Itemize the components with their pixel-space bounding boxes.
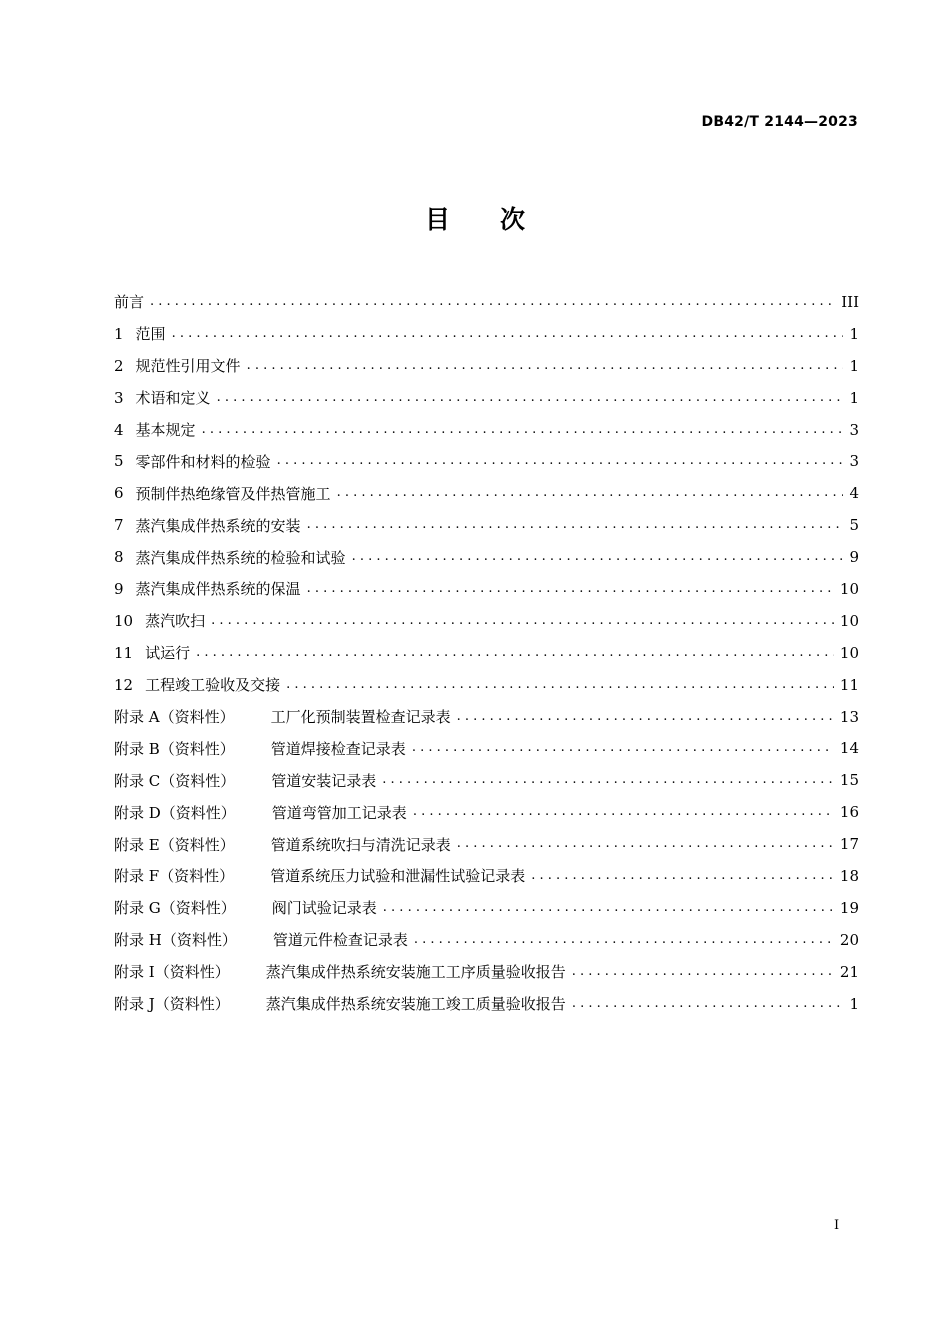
toc-entry-number: 附录 B（资料性） (114, 739, 235, 758)
page-number: I (834, 1218, 840, 1233)
toc-entry-number: 附录 I（资料性） (114, 963, 230, 982)
toc-entry-label: 管道系统压力试验和泄漏性试验记录表 (270, 867, 526, 886)
toc-entry-label: 蒸汽吹扫 (145, 612, 206, 631)
toc-entry-label: 蒸汽集成伴热系统安装施工工序质量验收报告 (265, 963, 566, 982)
toc-entry[interactable] (114, 541, 859, 573)
toc-entry-page: 10 (839, 611, 859, 630)
toc-entry-number: 9 (114, 579, 124, 598)
toc-entry-label: 蒸汽集成伴热系统安装施工竣工质量验收报告 (265, 995, 566, 1014)
toc-entry-number: 附录 A（资料性） (114, 708, 235, 727)
toc-entry-number: 8 (114, 548, 124, 567)
toc-entry-page: 1 (849, 324, 859, 343)
toc-dot-leader (572, 963, 834, 981)
toc-entry-page: 1 (849, 356, 859, 375)
toc-entry[interactable] (114, 988, 859, 1020)
toc-entry-page: 18 (839, 866, 859, 885)
toc-dot-leader (307, 580, 834, 598)
toc-dot-leader (150, 293, 835, 311)
toc-entry[interactable] (114, 477, 859, 509)
toc-dot-leader (457, 708, 834, 726)
toc-dot-leader (217, 389, 843, 407)
toc-entry-label: 管道元件检查记录表 (272, 931, 408, 950)
toc-dot-leader (457, 835, 834, 853)
standard-code: DB42/T 2144—2023 (701, 114, 858, 130)
toc-entry-page: III (841, 292, 859, 311)
toc-entry-number: 7 (114, 516, 124, 535)
toc-entry-label: 蒸汽集成伴热系统的检验和试验 (135, 548, 346, 567)
toc-entry-page: 11 (839, 675, 859, 694)
toc-dot-leader (247, 357, 843, 375)
toc-dot-leader (202, 421, 843, 439)
toc-entry-label: 预制伴热绝缘管及伴热管施工 (135, 484, 331, 503)
toc-entry-page: 10 (839, 579, 859, 598)
toc-entry[interactable] (114, 860, 859, 892)
toc-entry-label: 管道安装记录表 (271, 771, 377, 790)
toc-entry-number: 附录 D（资料性） (114, 803, 236, 822)
toc-entry-number: 1 (114, 324, 124, 343)
toc-entry-label: 蒸汽集成伴热系统的安装 (135, 516, 301, 535)
toc-entry-page: 21 (839, 962, 859, 981)
toc-dot-leader (414, 931, 834, 949)
toc-dot-leader (307, 516, 843, 534)
toc-entry-label: 前言 (114, 293, 145, 312)
toc-entry[interactable] (114, 509, 859, 541)
toc-entry-number: 附录 H（资料性） (114, 931, 237, 950)
toc-entry-label: 蒸汽集成伴热系统的保温 (135, 580, 301, 599)
toc-entry[interactable] (114, 924, 859, 956)
toc-entry-page: 9 (849, 548, 859, 567)
toc-entry-label: 零部件和材料的检验 (135, 452, 271, 471)
toc-dot-leader (531, 867, 834, 885)
toc-entry[interactable] (114, 796, 859, 828)
toc-entry[interactable] (114, 701, 859, 733)
toc-dot-leader (337, 484, 843, 502)
toc-entry-page: 15 (839, 771, 859, 790)
toc-entry[interactable] (114, 892, 859, 924)
toc-entry-page: 14 (839, 739, 859, 758)
toc-entry[interactable] (114, 956, 859, 988)
toc-dot-leader (286, 676, 834, 694)
toc-entry-page: 1 (849, 994, 859, 1013)
toc-entry[interactable] (114, 764, 859, 796)
page-title: 目次 (424, 205, 575, 234)
toc-dot-leader (277, 452, 843, 470)
toc-entry-page: 20 (839, 930, 859, 949)
toc-entry-number: 附录 F（资料性） (114, 867, 235, 886)
toc-entry-number: 2 (114, 356, 124, 375)
toc-entry[interactable] (114, 414, 859, 446)
toc-dot-leader (352, 548, 843, 566)
toc-entry[interactable] (114, 828, 859, 860)
toc-dot-leader (196, 644, 834, 662)
table-of-contents (114, 286, 859, 1019)
toc-entry[interactable] (114, 669, 859, 701)
toc-entry-page: 1 (849, 388, 859, 407)
toc-entry-label: 范围 (135, 325, 166, 344)
toc-entry[interactable] (114, 732, 859, 764)
toc-entry-label: 管道弯管加工记录表 (271, 803, 407, 822)
toc-entry-page: 3 (849, 452, 859, 471)
toc-entry-page: 19 (839, 898, 859, 917)
toc-entry-number: 12 (114, 675, 134, 694)
toc-entry-label: 工程竣工验收及交接 (145, 676, 281, 695)
toc-entry-number: 11 (114, 643, 134, 662)
toc-entry[interactable] (114, 318, 859, 350)
toc-entry[interactable] (114, 605, 859, 637)
toc-dot-leader (172, 325, 843, 343)
toc-entry-label: 管道系统吹扫与清洗记录表 (270, 835, 451, 854)
toc-entry[interactable] (114, 350, 859, 382)
toc-entry-page: 10 (839, 643, 859, 662)
toc-entry[interactable] (114, 286, 859, 318)
toc-entry[interactable] (114, 445, 859, 477)
toc-dot-leader (211, 612, 834, 630)
toc-dot-leader (383, 899, 834, 917)
toc-entry-label: 试运行 (145, 644, 191, 663)
toc-dot-leader (382, 771, 834, 789)
toc-dot-leader (572, 995, 843, 1013)
toc-entry-page: 16 (839, 803, 859, 822)
toc-entry-page: 13 (839, 707, 859, 726)
toc-entry-number: 附录 J（资料性） (114, 995, 230, 1014)
toc-entry-number: 10 (114, 611, 134, 630)
toc-entry-number: 5 (114, 452, 124, 471)
toc-entry-label: 管道焊接检查记录表 (270, 739, 406, 758)
toc-entry-page: 17 (839, 835, 859, 854)
toc-dot-leader (412, 739, 834, 757)
toc-entry-number: 4 (114, 420, 124, 439)
toc-entry-label: 阀门试验记录表 (271, 899, 377, 918)
toc-entry[interactable] (114, 382, 859, 414)
toc-entry-number: 附录 C（资料性） (114, 771, 236, 790)
toc-entry-label: 规范性引用文件 (135, 357, 241, 376)
toc-entry-number: 附录 E（资料性） (114, 835, 235, 854)
toc-entry-label: 术语和定义 (135, 389, 211, 408)
toc-entry[interactable] (114, 637, 859, 669)
toc-entry-label: 基本规定 (135, 421, 196, 439)
toc-entry-label: 工厂化预制装置检查记录表 (270, 708, 451, 727)
toc-entry-page: 3 (849, 420, 859, 439)
toc-entry-number: 3 (114, 388, 124, 407)
toc-entry-page: 4 (849, 484, 859, 503)
toc-entry-page: 5 (849, 516, 859, 535)
toc-entry-number: 附录 G（资料性） (114, 899, 236, 918)
toc-entry[interactable] (114, 573, 859, 605)
toc-entry-number: 6 (114, 484, 124, 503)
toc-dot-leader (413, 803, 834, 821)
